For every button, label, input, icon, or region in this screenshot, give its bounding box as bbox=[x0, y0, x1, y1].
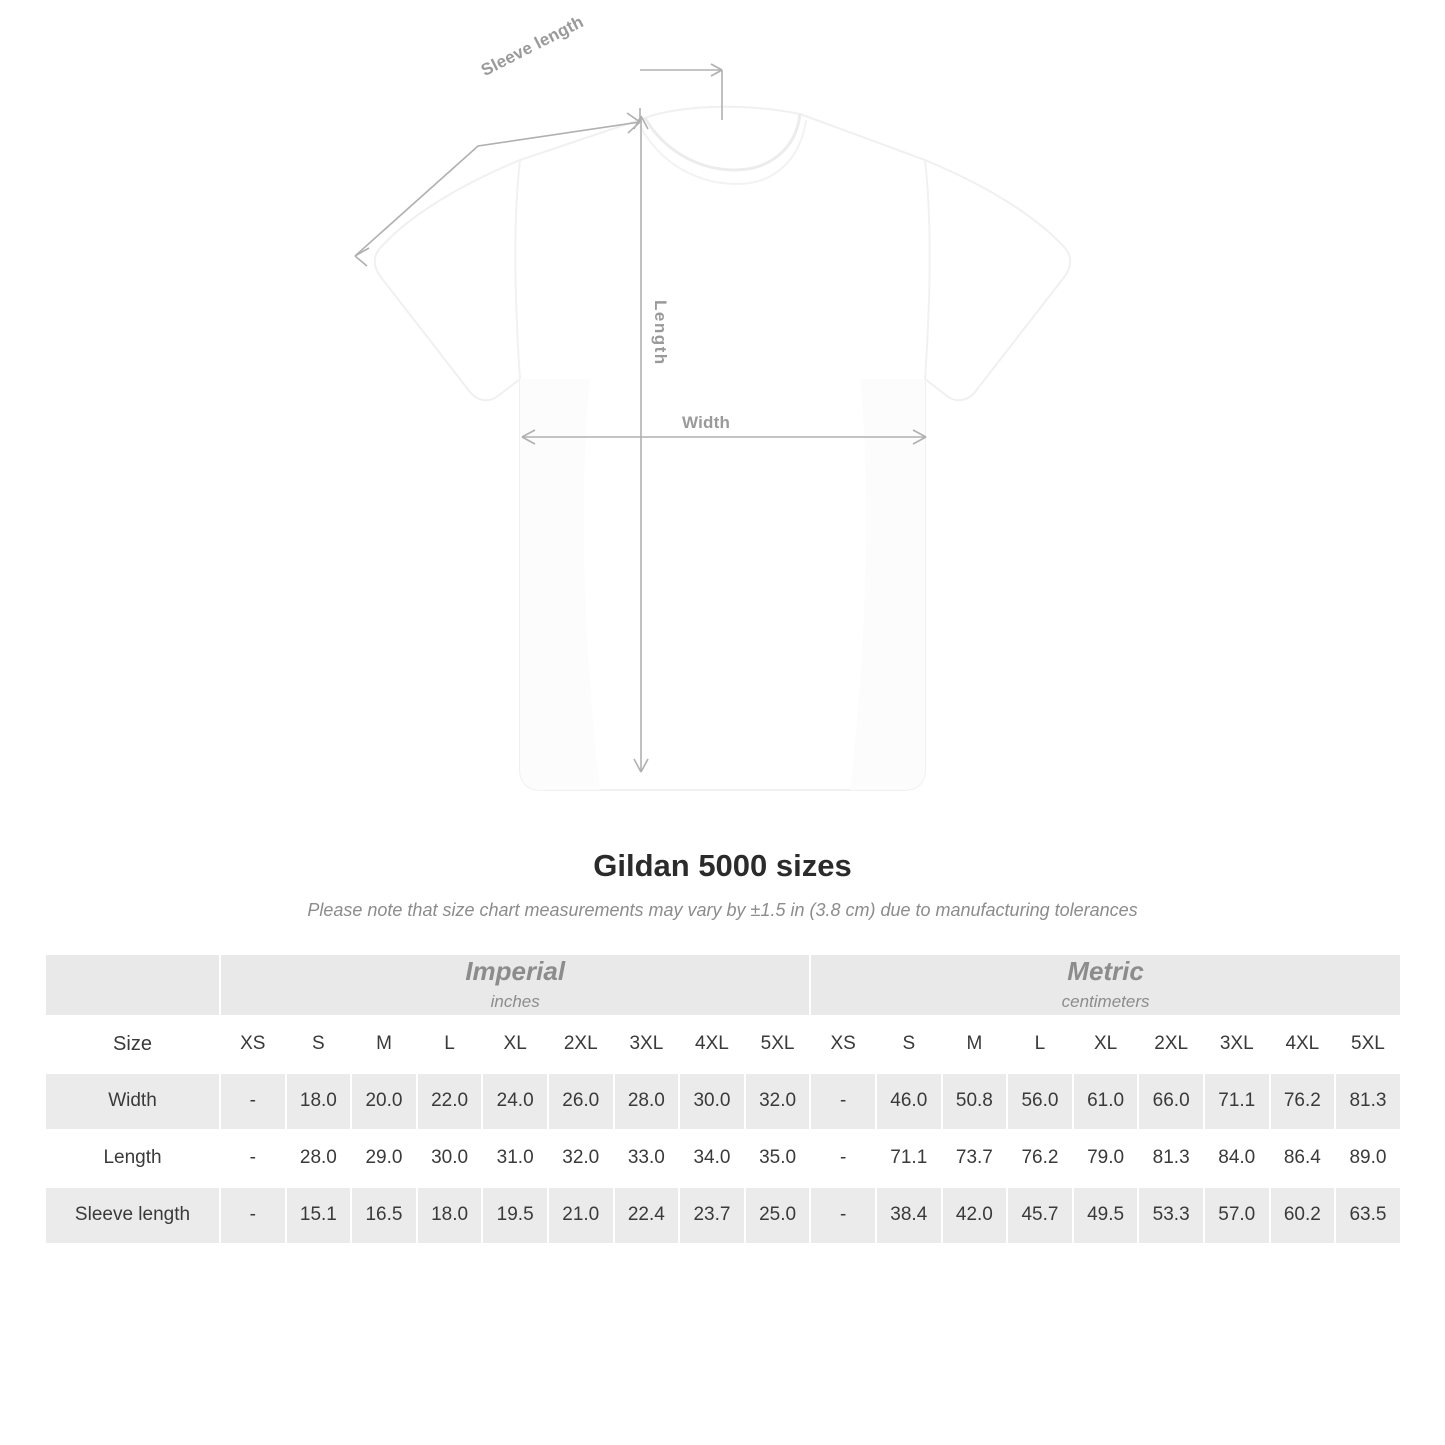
tshirt-shape bbox=[375, 107, 1071, 790]
cell-sleeve-imperial-7: 23.7 bbox=[679, 1187, 745, 1244]
size-header-imperial-2: M bbox=[351, 1016, 417, 1073]
cell-length-imperial-3: 30.0 bbox=[417, 1130, 483, 1187]
cell-sleeve-metric-2: 42.0 bbox=[942, 1187, 1008, 1244]
size-header-metric-0: XS bbox=[810, 1016, 876, 1073]
table-row bbox=[45, 1130, 1401, 1187]
size-header-metric-8: 5XL bbox=[1335, 1016, 1401, 1073]
size-header-imperial-7: 4XL bbox=[679, 1016, 745, 1073]
unit-header-metric bbox=[810, 954, 1400, 1016]
cell-length-imperial-2: 29.0 bbox=[351, 1130, 417, 1187]
cell-width-imperial-4: 24.0 bbox=[482, 1073, 548, 1130]
cell-width-metric-2: 50.8 bbox=[942, 1073, 1008, 1130]
cell-width-imperial-3: 22.0 bbox=[417, 1073, 483, 1130]
page-title: Gildan 5000 sizes bbox=[593, 848, 852, 883]
cell-width-imperial-6: 28.0 bbox=[614, 1073, 680, 1130]
cell-sleeve-imperial-4: 19.5 bbox=[482, 1187, 548, 1244]
cell-sleeve-imperial-6: 22.4 bbox=[614, 1187, 680, 1244]
cell-length-imperial-5: 32.0 bbox=[548, 1130, 614, 1187]
cell-length-imperial-4: 31.0 bbox=[482, 1130, 548, 1187]
size-chart-table-wrap bbox=[44, 953, 1401, 1245]
cell-width-imperial-5: 26.0 bbox=[548, 1073, 614, 1130]
cell-width-metric-6: 71.1 bbox=[1204, 1073, 1270, 1130]
unit-header-imperial bbox=[220, 954, 810, 1016]
size-header-metric-7: 4XL bbox=[1270, 1016, 1336, 1073]
cell-width-metric-3: 56.0 bbox=[1007, 1073, 1073, 1130]
tolerance-note: Please note that size chart measurements may vary by ±1.5 in (3.8 cm) due to manufacturing tolerances bbox=[307, 900, 1138, 920]
cell-sleeve-metric-0: - bbox=[810, 1187, 876, 1244]
row-label-sleeve-length: Sleeve length bbox=[45, 1187, 220, 1244]
cell-width-metric-7: 76.2 bbox=[1270, 1073, 1336, 1130]
width-label: Width bbox=[682, 413, 731, 432]
cell-sleeve-imperial-1: 15.1 bbox=[286, 1187, 352, 1244]
size-header-imperial-0: XS bbox=[220, 1016, 286, 1073]
cell-sleeve-imperial-0: - bbox=[220, 1187, 286, 1244]
table-row bbox=[45, 1073, 1401, 1130]
cell-length-metric-3: 76.2 bbox=[1007, 1130, 1073, 1187]
size-chart-table bbox=[44, 953, 1402, 1245]
cell-width-metric-5: 66.0 bbox=[1138, 1073, 1204, 1130]
cell-sleeve-metric-1: 38.4 bbox=[876, 1187, 942, 1244]
table-row bbox=[45, 1187, 1401, 1244]
size-header-imperial-4: XL bbox=[482, 1016, 548, 1073]
cell-sleeve-metric-3: 45.7 bbox=[1007, 1187, 1073, 1244]
cell-sleeve-imperial-8: 25.0 bbox=[745, 1187, 811, 1244]
cell-sleeve-metric-6: 57.0 bbox=[1204, 1187, 1270, 1244]
cell-sleeve-metric-4: 49.5 bbox=[1073, 1187, 1139, 1244]
cell-sleeve-imperial-2: 16.5 bbox=[351, 1187, 417, 1244]
size-header-metric-3: L bbox=[1007, 1016, 1073, 1073]
cell-length-metric-4: 79.0 bbox=[1073, 1130, 1139, 1187]
sleeve-length-label: Sleeve length bbox=[478, 12, 587, 80]
unit-name-metric: Metric bbox=[1067, 956, 1144, 986]
size-header-metric-4: XL bbox=[1073, 1016, 1139, 1073]
column-header-size: Size bbox=[45, 1016, 220, 1073]
size-header-metric-6: 3XL bbox=[1204, 1016, 1270, 1073]
size-header-metric-2: M bbox=[942, 1016, 1008, 1073]
cell-length-metric-8: 89.0 bbox=[1335, 1130, 1401, 1187]
cell-length-imperial-6: 33.0 bbox=[614, 1130, 680, 1187]
unit-name-imperial: Imperial bbox=[465, 956, 566, 986]
cell-sleeve-imperial-3: 18.0 bbox=[417, 1187, 483, 1244]
size-header-imperial-3: L bbox=[417, 1016, 483, 1073]
size-header-imperial-6: 3XL bbox=[614, 1016, 680, 1073]
unit-header-spacer bbox=[45, 954, 220, 1016]
cell-length-imperial-0: - bbox=[220, 1130, 286, 1187]
cell-length-metric-2: 73.7 bbox=[942, 1130, 1008, 1187]
cell-width-imperial-1: 18.0 bbox=[286, 1073, 352, 1130]
cell-width-metric-0: - bbox=[810, 1073, 876, 1130]
cell-width-imperial-8: 32.0 bbox=[745, 1073, 811, 1130]
size-header-imperial-1: S bbox=[286, 1016, 352, 1073]
cell-sleeve-metric-7: 60.2 bbox=[1270, 1187, 1336, 1244]
cell-width-imperial-0: - bbox=[220, 1073, 286, 1130]
cell-sleeve-metric-8: 63.5 bbox=[1335, 1187, 1401, 1244]
unit-header-row bbox=[45, 954, 1401, 1016]
unit-sub-imperial: inches bbox=[490, 991, 540, 1011]
cell-sleeve-metric-5: 53.3 bbox=[1138, 1187, 1204, 1244]
row-label-length: Length bbox=[45, 1130, 220, 1187]
cell-sleeve-imperial-5: 21.0 bbox=[548, 1187, 614, 1244]
size-header-metric-1: S bbox=[876, 1016, 942, 1073]
title-block bbox=[0, 848, 1445, 921]
cell-length-metric-0: - bbox=[810, 1130, 876, 1187]
size-header-metric-5: 2XL bbox=[1138, 1016, 1204, 1073]
cell-length-metric-1: 71.1 bbox=[876, 1130, 942, 1187]
length-label: Length bbox=[651, 300, 670, 366]
cell-width-metric-8: 81.3 bbox=[1335, 1073, 1401, 1130]
cell-width-imperial-2: 20.0 bbox=[351, 1073, 417, 1130]
cell-length-metric-5: 81.3 bbox=[1138, 1130, 1204, 1187]
row-label-width: Width bbox=[45, 1073, 220, 1130]
size-header-row bbox=[45, 1016, 1401, 1073]
cell-width-metric-4: 61.0 bbox=[1073, 1073, 1139, 1130]
size-header-imperial-5: 2XL bbox=[548, 1016, 614, 1073]
cell-length-metric-6: 84.0 bbox=[1204, 1130, 1270, 1187]
size-header-imperial-8: 5XL bbox=[745, 1016, 811, 1073]
cell-width-imperial-7: 30.0 bbox=[679, 1073, 745, 1130]
cell-length-imperial-1: 28.0 bbox=[286, 1130, 352, 1187]
cell-width-metric-1: 46.0 bbox=[876, 1073, 942, 1130]
cell-length-imperial-7: 34.0 bbox=[679, 1130, 745, 1187]
cell-length-imperial-8: 35.0 bbox=[745, 1130, 811, 1187]
cell-length-metric-7: 86.4 bbox=[1270, 1130, 1336, 1187]
unit-sub-metric: centimeters bbox=[1061, 991, 1150, 1011]
